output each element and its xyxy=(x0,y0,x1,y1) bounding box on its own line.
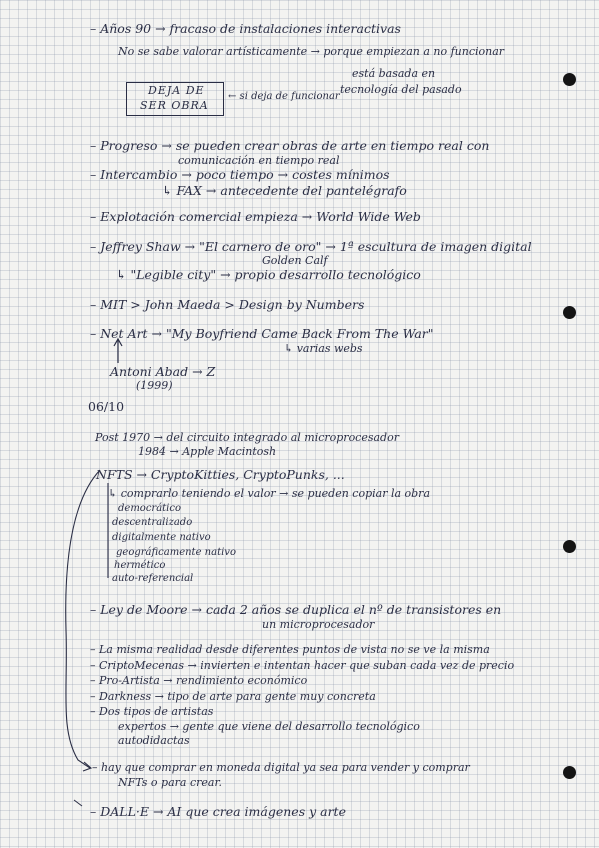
note-line: 1984 → Apple Macintosh xyxy=(138,445,277,458)
note-line: (1999) xyxy=(136,379,173,392)
note-line: hermético xyxy=(114,560,166,571)
note-line: – hay que comprar en moneda digital ya sea para vender y comprar xyxy=(92,761,470,774)
note-line: – DALL·E → AI que crea imágenes y arte xyxy=(90,804,346,819)
note-line: Golden Calf xyxy=(262,254,328,267)
note-line: comunicación en tiempo real xyxy=(178,154,340,167)
note-line: Antoni Abad → Z xyxy=(110,364,216,379)
boxed-note-line-1: DEJA DE xyxy=(148,84,205,97)
note-line: – Jeffrey Shaw → "El carnero de oro" → 1ª escultura de imagen digital xyxy=(90,239,532,254)
note-line: democrático xyxy=(118,503,182,514)
note-line: – Años 90 → fracaso de instalaciones interactivas xyxy=(90,21,401,36)
note-line: – MIT > John Maeda > Design by Numbers xyxy=(90,297,365,312)
note-line: – Ley de Moore → cada 2 años se duplica el nº de transistores en xyxy=(90,602,502,617)
note-line: tecnología del pasado xyxy=(340,83,462,96)
note-line: un microprocesador xyxy=(262,618,375,631)
note-line: – Intercambio → poco tiempo → costes mínimos xyxy=(90,167,390,182)
note-line: auto-referencial xyxy=(112,573,194,584)
note-line: – Darkness → tipo de arte para gente muy concreta xyxy=(90,690,376,703)
note-line: – Dos tipos de artistas xyxy=(90,705,214,718)
note-line: No se sabe valorar artísticamente → porque empiezan a no funcionar xyxy=(118,45,505,58)
note-line: – Explotación comercial empieza → World Wide Web xyxy=(90,209,421,224)
note-line: ← si deja de funcionar xyxy=(228,91,340,102)
note-line: – La misma realidad desde diferentes puntos de vista no se ve la misma xyxy=(90,643,490,656)
note-line: digitalmente nativo xyxy=(112,532,211,543)
note-line: – Pro-Artista → rendimiento económico xyxy=(90,674,308,687)
note-line: – Progreso → se pueden crear obras de arte en tiempo real con xyxy=(90,138,490,153)
note-line: NFTs o para crear. xyxy=(118,776,223,789)
note-line: ↳ varias webs xyxy=(284,342,363,355)
note-line: está basada en xyxy=(352,67,436,80)
note-line: descentralizado xyxy=(112,517,193,528)
note-line: NFTS → CryptoKitties, CryptoPunks, ... xyxy=(96,467,345,482)
note-line: geográficamente nativo xyxy=(116,547,236,558)
note-line: ↳ "Legible city" → propio desarrollo tecnológico xyxy=(116,267,421,282)
note-line: autodidactas xyxy=(118,734,190,747)
note-line: ↳ comprarlo teniendo el valor → se pueden copiar la obra xyxy=(108,487,431,500)
note-line: – Net Art → "My Boyfriend Came Back From The War" xyxy=(90,326,434,341)
note-line: – CriptoMecenas → invierten e intentan hacer que suban cada vez de precio xyxy=(90,659,515,672)
date-heading: 06/10 xyxy=(88,399,125,414)
boxed-note-line-2: SER OBRA xyxy=(140,99,209,112)
note-line: Post 1970 → del circuito integrado al microprocesador xyxy=(95,431,399,444)
note-line: ↳ FAX → antecedente del pantelégrafo xyxy=(162,183,407,198)
note-line: expertos → gente que viene del desarrollo tecnológico xyxy=(118,720,420,733)
